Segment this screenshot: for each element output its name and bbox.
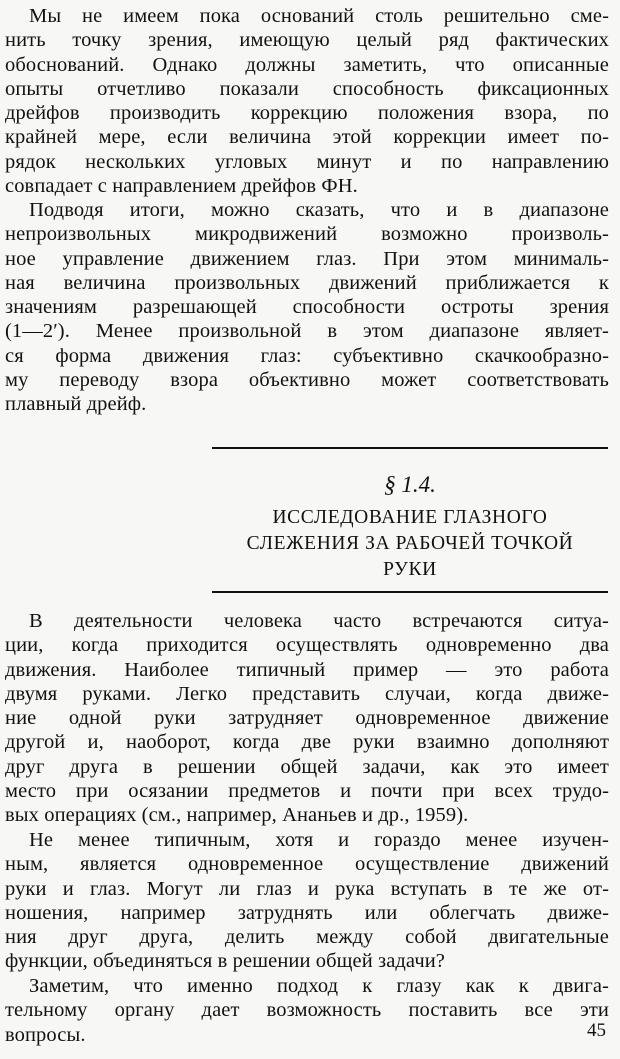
text-line: двумя руками. Легко представить случаи, когда движе- [5, 682, 609, 705]
text-line: Не менее типичным, хотя и гораздо менее изучен- [29, 829, 609, 851]
text-line: му переводу взора объективно может соответствовать [5, 369, 609, 392]
paragraph-5 [5, 974, 609, 1047]
text-line: функции, объединяться в решении общей задачи? [5, 950, 445, 973]
section-title-line: РУКИ [383, 559, 437, 580]
text-line: обоснований. Однако должны заметить, что описанные [5, 53, 609, 76]
text-line: Заметим, что именно подход к глазу как к двига- [29, 975, 609, 997]
text-line: (1—2′). Менее произвольной в этом диапазоне являет- [5, 320, 609, 343]
text-line: дрейфов производить коррекцию положения взора, по [5, 102, 609, 125]
text-line: Мы не имеем пока оснований столь решительно сме- [29, 5, 609, 27]
text-line: В деятельности человека часто встречаются ситуа- [29, 610, 609, 632]
text-line: ние одной руки затрудняет одновременное движение [5, 707, 609, 730]
page-number: 45 [587, 1020, 606, 1041]
text-line: опыты отчетливо показали способность фиксационных [5, 77, 609, 100]
text-line: нить точку зрения, имеющую целый ряд фактических [5, 29, 609, 52]
paragraph-1 [5, 4, 609, 198]
text-line: совпадает с направлением дрейфов ФН. [5, 175, 358, 198]
text-line: ношения, например затруднять или облегчать движе- [5, 901, 609, 924]
text-line: место при осязании предметов и почти при всех трудо- [5, 780, 609, 803]
text-line: вых операциях (см., например, Ананьев и др., 1959). [5, 804, 469, 827]
text-line: рядок нескольких угловых минут и по направлению [5, 150, 609, 173]
text-line: тельному органу дает возможность поставить все эти [5, 999, 609, 1022]
text-line: ния друг друга, делить между собой двигательные [5, 926, 609, 949]
bottom-rule [212, 591, 608, 593]
text-line: движения. Наиболее типичный пример — это работа [5, 658, 609, 681]
text-line: значениям разрешающей способности остроты зрения [5, 296, 609, 319]
section-number: § 1.4. [384, 472, 436, 497]
text-line: ции, когда приходится осуществлять одновременно два [5, 634, 609, 657]
text-line: вопросы. [5, 1023, 86, 1046]
text-line: ная величина произвольных движений приближается к [5, 271, 609, 294]
paragraph-2 [5, 198, 609, 417]
text-line: непроизвольных микродвижений возможно произволь- [5, 223, 609, 246]
text-line: крайней мере, если величина этой коррекции имеет по- [5, 126, 609, 149]
text-line: ся форма движения глаз: субъективно скачкообразно- [5, 344, 609, 367]
text-line: руки и глаз. Могут ли глаз и рука вступать в те же от- [5, 877, 609, 900]
paragraph-3 [5, 609, 609, 828]
text-line: друг друга в решении общей задачи, как это имеет [5, 755, 609, 778]
text-line: ным, является одновременное осуществление движений [5, 853, 609, 876]
text-line: ное управление движением глаз. При этом минималь- [5, 247, 609, 270]
section-title [212, 505, 608, 583]
text-line: Подводя итоги, можно сказать, что и в диапазоне [29, 199, 609, 221]
section-title-line: СЛЕЖЕНИЯ ЗА РАБОЧЕЙ ТОЧКОЙ [246, 533, 574, 554]
section-title-line: ИССЛЕДОВАНИЕ ГЛАЗНОГО [272, 507, 548, 528]
paragraph-4 [5, 828, 609, 974]
section-heading [212, 447, 608, 593]
top-rule [212, 447, 608, 449]
text-line: плавный дрейф. [5, 393, 147, 416]
text-line: другой и, наоборот, когда две руки взаимно дополняют [5, 731, 609, 754]
